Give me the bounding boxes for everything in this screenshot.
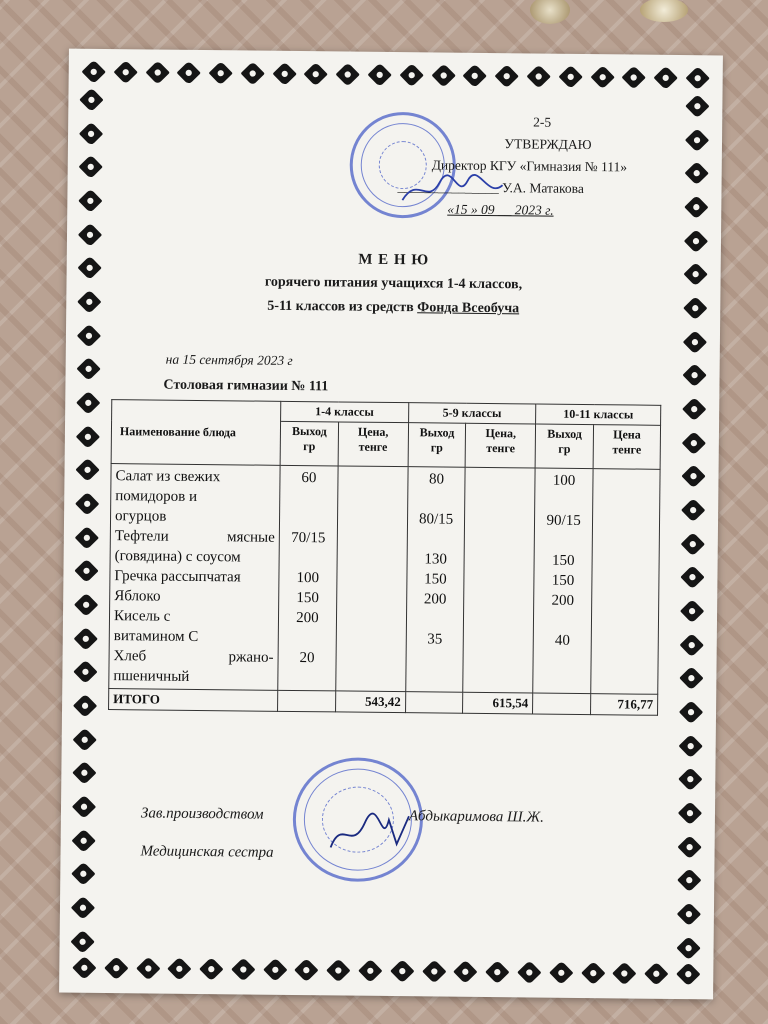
ornament-border-top bbox=[83, 61, 709, 92]
output-value: 80 bbox=[428, 471, 445, 488]
output-10-11 bbox=[533, 468, 593, 694]
ornament-icon bbox=[517, 960, 541, 984]
ornament-icon bbox=[177, 61, 201, 85]
dish-line: Салат из свежих bbox=[115, 468, 221, 486]
subheader-price: Цена, тенге bbox=[466, 423, 536, 468]
ornament-icon bbox=[622, 65, 646, 89]
ornament-icon bbox=[78, 222, 102, 246]
ornament-icon bbox=[304, 62, 328, 86]
ornament-icon bbox=[684, 229, 708, 253]
output-value: 130 bbox=[424, 551, 447, 568]
group-header-10-11: 10-11 классы bbox=[536, 404, 661, 425]
ornament-icon bbox=[526, 64, 550, 88]
total-row bbox=[109, 689, 658, 716]
canteen-name: Столовая гимназии № 111 bbox=[163, 377, 329, 395]
approval-date: «15 » 09 __ 2023 г. bbox=[447, 201, 554, 218]
menu-subtitle-2 bbox=[66, 297, 720, 320]
ornament-icon bbox=[678, 801, 702, 825]
output-value: ​ bbox=[306, 670, 307, 687]
ornament-icon bbox=[72, 956, 96, 980]
ornament-icon bbox=[199, 957, 223, 981]
ornament-icon bbox=[74, 626, 98, 650]
ornament-icon bbox=[676, 936, 700, 960]
ornament-icon bbox=[145, 60, 169, 84]
ornament-icon bbox=[549, 961, 573, 985]
ornament-icon bbox=[75, 525, 99, 549]
dish-line: Тефтели мясные bbox=[114, 528, 275, 546]
ornament-icon bbox=[685, 66, 709, 90]
ornament-icon bbox=[399, 63, 423, 87]
approval-block bbox=[387, 110, 688, 223]
ornament-icon bbox=[113, 60, 137, 84]
output-value: ​ bbox=[563, 492, 564, 509]
manager-line bbox=[141, 805, 661, 827]
ornament-icon bbox=[558, 65, 582, 89]
ornament-icon bbox=[644, 962, 668, 986]
ornament-icon bbox=[681, 498, 705, 522]
ornament-icon bbox=[104, 956, 128, 980]
output-value: 200 bbox=[551, 592, 575, 609]
output-value: ​ bbox=[308, 490, 309, 507]
ornament-icon bbox=[168, 957, 192, 981]
dish-line: Кисель с bbox=[113, 608, 171, 625]
dish-line: Гречка рассыпчатая bbox=[114, 568, 241, 586]
ornament-icon bbox=[682, 363, 706, 387]
ornament-icon bbox=[422, 959, 446, 983]
output-value: 20 bbox=[299, 650, 315, 667]
menu-heading: М Е Н Ю bbox=[358, 251, 430, 269]
output-value: 100 bbox=[552, 472, 576, 489]
group-header-5-9: 5-9 классы bbox=[408, 403, 536, 424]
dish-line: пшеничный bbox=[113, 668, 190, 685]
output-value: 70/15 bbox=[291, 529, 326, 547]
nurse-line bbox=[140, 843, 273, 861]
signatory-line: _______________ У.А. Матакова bbox=[397, 179, 584, 197]
manager-label: Зав.производством bbox=[140, 805, 264, 823]
ornament-icon bbox=[677, 902, 701, 926]
ornament-icon bbox=[75, 492, 99, 516]
fund-name: Фонда Всеобуча bbox=[417, 300, 520, 317]
ornament-icon bbox=[72, 828, 96, 852]
ornament-icon bbox=[485, 960, 509, 984]
output-value: ​ bbox=[434, 671, 435, 688]
ornament-icon bbox=[682, 431, 706, 455]
output-value: ​ bbox=[435, 531, 436, 548]
ornament-icon bbox=[70, 929, 94, 953]
total-empty bbox=[533, 693, 591, 715]
ornament-icon bbox=[79, 155, 103, 179]
menu-date: на 15 сентября 2023 г bbox=[165, 351, 293, 368]
menu-table bbox=[108, 399, 661, 716]
ornament-icon bbox=[326, 958, 350, 982]
ornament-icon bbox=[495, 64, 519, 88]
ornament-icon bbox=[73, 660, 97, 684]
ornament-border-right bbox=[677, 95, 710, 959]
total-label: ИТОГО bbox=[109, 689, 278, 712]
ornament-icon bbox=[680, 565, 704, 589]
output-value: 150 bbox=[296, 590, 319, 607]
ornament-icon bbox=[678, 835, 702, 859]
director-line: Директор КГУ «Гимназия № 111» bbox=[431, 157, 628, 175]
ornament-icon bbox=[73, 727, 97, 751]
total-10-11: 716,77 bbox=[591, 694, 658, 716]
ornament-icon bbox=[76, 391, 100, 415]
dish-column-header: Наименование блюда bbox=[111, 400, 281, 466]
ornament-icon bbox=[679, 700, 703, 724]
approve-word: УТВЕРЖДАЮ bbox=[504, 136, 592, 153]
dish-list bbox=[109, 464, 280, 691]
ornament-icon bbox=[368, 63, 392, 87]
ornament-icon bbox=[76, 357, 100, 381]
output-value: ​ bbox=[436, 491, 437, 508]
output-value: 90/15 bbox=[546, 512, 581, 529]
ornament-icon bbox=[74, 559, 98, 583]
nurse-label: Медицинская сестра bbox=[140, 843, 274, 861]
menu-sheet bbox=[59, 49, 723, 1000]
dish-line: огурцов bbox=[114, 508, 167, 525]
ornament-icon bbox=[263, 958, 287, 982]
ornament-icon bbox=[72, 795, 96, 819]
tablecloth-ornament bbox=[530, 0, 570, 24]
ornament-icon bbox=[390, 959, 414, 983]
ornament-icon bbox=[77, 323, 101, 347]
ornament-icon bbox=[71, 862, 95, 886]
ornament-icon bbox=[431, 63, 455, 87]
dish-line: витамином С bbox=[113, 628, 199, 645]
total-5-9: 615,54 bbox=[463, 692, 533, 714]
tablecloth-ornament bbox=[640, 0, 688, 22]
ornament-icon bbox=[679, 666, 703, 690]
manager-name: Абдыкаримова Ш.Ж. bbox=[408, 808, 545, 826]
total-empty bbox=[405, 692, 463, 714]
ornament-icon bbox=[654, 66, 678, 90]
ornament-icon bbox=[680, 599, 704, 623]
price-10-11 bbox=[591, 469, 660, 695]
ornament-border-left bbox=[71, 89, 104, 953]
subheader-output: Выход гр bbox=[280, 421, 338, 466]
ornament-icon bbox=[680, 633, 704, 657]
ornament-icon bbox=[358, 959, 382, 983]
dish-line: Яблоко bbox=[114, 588, 161, 605]
ornament-icon bbox=[682, 397, 706, 421]
subheader-price: Цена тенге bbox=[593, 425, 660, 470]
ornament-icon bbox=[336, 62, 360, 86]
output-value: ​ bbox=[563, 532, 564, 549]
output-value: 40 bbox=[554, 632, 570, 649]
output-value: ​ bbox=[562, 652, 563, 669]
output-value: ​ bbox=[307, 550, 309, 567]
output-value: 200 bbox=[296, 610, 319, 627]
ornament-icon bbox=[678, 767, 702, 791]
output-value: 60 bbox=[301, 470, 317, 487]
output-value: ​ bbox=[434, 611, 436, 628]
output-value: 35 bbox=[427, 631, 443, 648]
output-5-9 bbox=[405, 467, 465, 693]
ornament-icon bbox=[295, 958, 319, 982]
ornament-icon bbox=[683, 330, 707, 354]
dish-line: помидоров и bbox=[115, 488, 198, 505]
ornament-icon bbox=[74, 593, 98, 617]
subheader-output: Выход гр bbox=[535, 424, 593, 469]
ornament-icon bbox=[612, 961, 636, 985]
ornament-icon bbox=[78, 189, 102, 213]
ornament-icon bbox=[72, 761, 96, 785]
subheader-price: Цена, тенге bbox=[338, 422, 408, 467]
output-value: ​ bbox=[562, 612, 563, 629]
output-1-4 bbox=[278, 465, 338, 691]
ornament-icon bbox=[79, 121, 103, 145]
subtitle-prefix: 5-11 классов из средств bbox=[267, 298, 418, 316]
approval-number: 2-5 bbox=[533, 114, 552, 130]
output-value: ​ bbox=[308, 510, 309, 527]
ornament-icon bbox=[679, 734, 703, 758]
ornament-icon bbox=[581, 961, 605, 985]
subheader-output: Выход гр bbox=[408, 423, 466, 468]
total-1-4: 543,42 bbox=[335, 691, 405, 713]
total-empty bbox=[278, 690, 336, 712]
ornament-icon bbox=[590, 65, 614, 89]
output-value: 100 bbox=[296, 570, 320, 587]
dish-line: (говядина) с соусом bbox=[114, 548, 241, 566]
ornament-icon bbox=[454, 960, 478, 984]
ornament-border-bottom bbox=[73, 957, 699, 988]
group-header-1-4: 1-4 классы bbox=[281, 401, 409, 422]
output-value: 80/15 bbox=[418, 511, 454, 528]
ornament-icon bbox=[231, 957, 255, 981]
ornament-icon bbox=[209, 61, 233, 85]
ornament-icon bbox=[73, 694, 97, 718]
ornament-icon bbox=[240, 61, 264, 85]
output-value: 150 bbox=[424, 571, 447, 588]
ornament-icon bbox=[71, 896, 95, 920]
output-value: 150 bbox=[551, 572, 575, 589]
ornament-icon bbox=[463, 64, 487, 88]
output-value: 200 bbox=[423, 591, 447, 608]
price-1-4 bbox=[336, 466, 408, 692]
ornament-icon bbox=[75, 458, 99, 482]
price-5-9 bbox=[463, 467, 535, 693]
ornament-icon bbox=[79, 88, 103, 112]
ornament-icon bbox=[681, 532, 705, 556]
ornament-icon bbox=[685, 128, 709, 152]
output-value: ​ bbox=[307, 630, 308, 647]
dish-line: Хлеб ржано- bbox=[113, 648, 274, 666]
ornament-icon bbox=[272, 62, 296, 86]
ornament-icon bbox=[82, 60, 106, 84]
ornament-icon bbox=[76, 424, 100, 448]
ornament-icon bbox=[681, 464, 705, 488]
menu-subtitle-1: горячего питания учащихся 1-4 классов, bbox=[264, 274, 523, 293]
output-value: ​ bbox=[561, 672, 563, 689]
output-value: 150 bbox=[551, 552, 575, 569]
output-value: ​ bbox=[434, 651, 435, 668]
ornament-icon bbox=[685, 94, 709, 118]
ornament-icon bbox=[684, 195, 708, 219]
ornament-icon bbox=[685, 161, 709, 185]
ornament-icon bbox=[677, 868, 701, 892]
ornament-icon bbox=[136, 956, 160, 980]
table-body-row bbox=[109, 464, 660, 695]
ornament-icon bbox=[676, 962, 700, 986]
